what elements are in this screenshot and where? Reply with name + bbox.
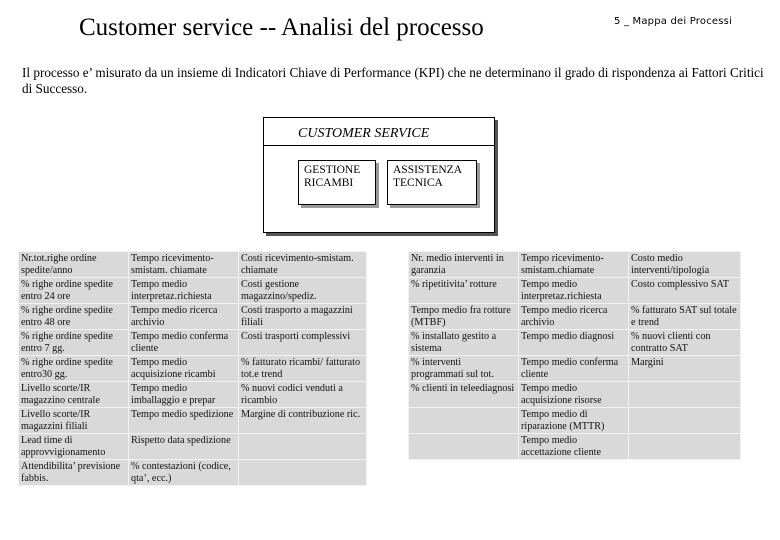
table-cell: Nr. medio interventi in garanzia: [409, 252, 519, 278]
table-cell: [239, 434, 367, 460]
table-row: [409, 252, 741, 278]
table-cell: Tempo medio interpretaz.richiesta: [129, 278, 239, 304]
table-cell: Tempo medio fra rotture (MTBF): [409, 304, 519, 330]
gestione-ricambi-box: GESTIONE RICAMBI: [298, 160, 376, 205]
table-cell: [409, 408, 519, 434]
table-cell: Tempo medio acquisizione ricambi: [129, 356, 239, 382]
table-cell: [629, 382, 741, 408]
table-row: [409, 408, 741, 434]
table-cell: % nuovi codici venduti a ricambio: [239, 382, 367, 408]
page-title: Customer service -- Analisi del processo: [79, 14, 484, 41]
table-cell: [239, 460, 367, 486]
table-cell: % contestazioni (codice, qta’, ecc.): [129, 460, 239, 486]
table-cell: Tempo medio ricerca archivio: [519, 304, 629, 330]
table-cell: Tempo ricevimento-smistam.chiamate: [519, 252, 629, 278]
table-cell: Nr.tot.righe ordine spedite/anno: [19, 252, 129, 278]
table-cell: Tempo medio accettazione cliente: [519, 434, 629, 460]
customer-service-divider: [263, 145, 494, 146]
table-cell: Tempo medio imballaggio e prepar: [129, 382, 239, 408]
table-row: [409, 304, 741, 330]
table-row: [19, 408, 367, 434]
kpi-table-assistenza: [408, 251, 741, 460]
table-cell: % clienti in teleediagnosi: [409, 382, 519, 408]
table-cell: Costo complessivo SAT: [629, 278, 741, 304]
table-cell: Costi trasporti complessivi: [239, 330, 367, 356]
kpi-table-ricambi: [18, 251, 367, 486]
table-cell: Margine di contribuzione ric.: [239, 408, 367, 434]
table-cell: % righe ordine spedite entro 48 ore: [19, 304, 129, 330]
table-cell: Lead time di approvvigionamento: [19, 434, 129, 460]
table-row: [19, 382, 367, 408]
slide-section-label: 5 _ Mappa dei Processi: [614, 16, 733, 27]
table-row: [19, 304, 367, 330]
table-cell: Tempo medio diagnosi: [519, 330, 629, 356]
table-row: [19, 434, 367, 460]
table-cell: Costi gestione magazzino/spediz.: [239, 278, 367, 304]
table-cell: Attendibilita’ previsione fabbis.: [19, 460, 129, 486]
table-row: [409, 382, 741, 408]
table-cell: % ripetitivita’ rotture: [409, 278, 519, 304]
table-cell: % nuovi clienti con contratto SAT: [629, 330, 741, 356]
table-cell: Tempo ricevimento-smistam. chiamate: [129, 252, 239, 278]
table-cell: Tempo medio conferma cliente: [129, 330, 239, 356]
table-cell: Tempo medio acquisizione risorse: [519, 382, 629, 408]
table-cell: % fatturato ricambi/ fatturato tot.e trend: [239, 356, 367, 382]
table-row: [19, 278, 367, 304]
table-cell: % righe ordine spedite entro30 gg.: [19, 356, 129, 382]
table-row: [19, 252, 367, 278]
table-cell: [629, 434, 741, 460]
table-cell: Costo medio interventi/tipologia: [629, 252, 741, 278]
table-row: [409, 278, 741, 304]
intro-paragraph: Il processo e’ misurato da un insieme di Indicatori Chiave di Performance (KPI) che ne determinano il grado di rispondenza ai Fattori Critici di Successo.: [22, 65, 764, 96]
table-cell: Rispetto data spedizione: [129, 434, 239, 460]
table-cell: Costi ricevimento-smistam. chiamate: [239, 252, 367, 278]
table-cell: Tempo medio interpretaz.richiesta: [519, 278, 629, 304]
table-cell: % interventi programmati sul tot.: [409, 356, 519, 382]
table-cell: Costi trasporto a magazzini filiali: [239, 304, 367, 330]
table-row: [409, 434, 741, 460]
table-cell: % fatturato SAT sul totale e trend: [629, 304, 741, 330]
table-cell: % righe ordine spedite entro 24 ore: [19, 278, 129, 304]
table-cell: Margini: [629, 356, 741, 382]
table-cell: % installato gestito a sistema: [409, 330, 519, 356]
table-cell: Tempo medio ricerca archivio: [129, 304, 239, 330]
assistenza-tecnica-box: ASSISTENZA TECNICA: [387, 160, 477, 205]
table-cell: Livello scorte/IR magazzini filiali: [19, 408, 129, 434]
table-row: [19, 330, 367, 356]
table-cell: [629, 408, 741, 434]
table-row: [409, 356, 741, 382]
table-cell: Tempo medio spedizione: [129, 408, 239, 434]
table-row: [19, 460, 367, 486]
customer-service-title: CUSTOMER SERVICE: [298, 126, 430, 141]
table-row: [409, 330, 741, 356]
table-cell: [409, 434, 519, 460]
table-row: [19, 356, 367, 382]
table-cell: Tempo medio di riparazione (MTTR): [519, 408, 629, 434]
table-cell: Livello scorte/IR magazzino centrale: [19, 382, 129, 408]
table-cell: Tempo medio conferma cliente: [519, 356, 629, 382]
table-cell: % righe ordine spedite entro 7 gg.: [19, 330, 129, 356]
